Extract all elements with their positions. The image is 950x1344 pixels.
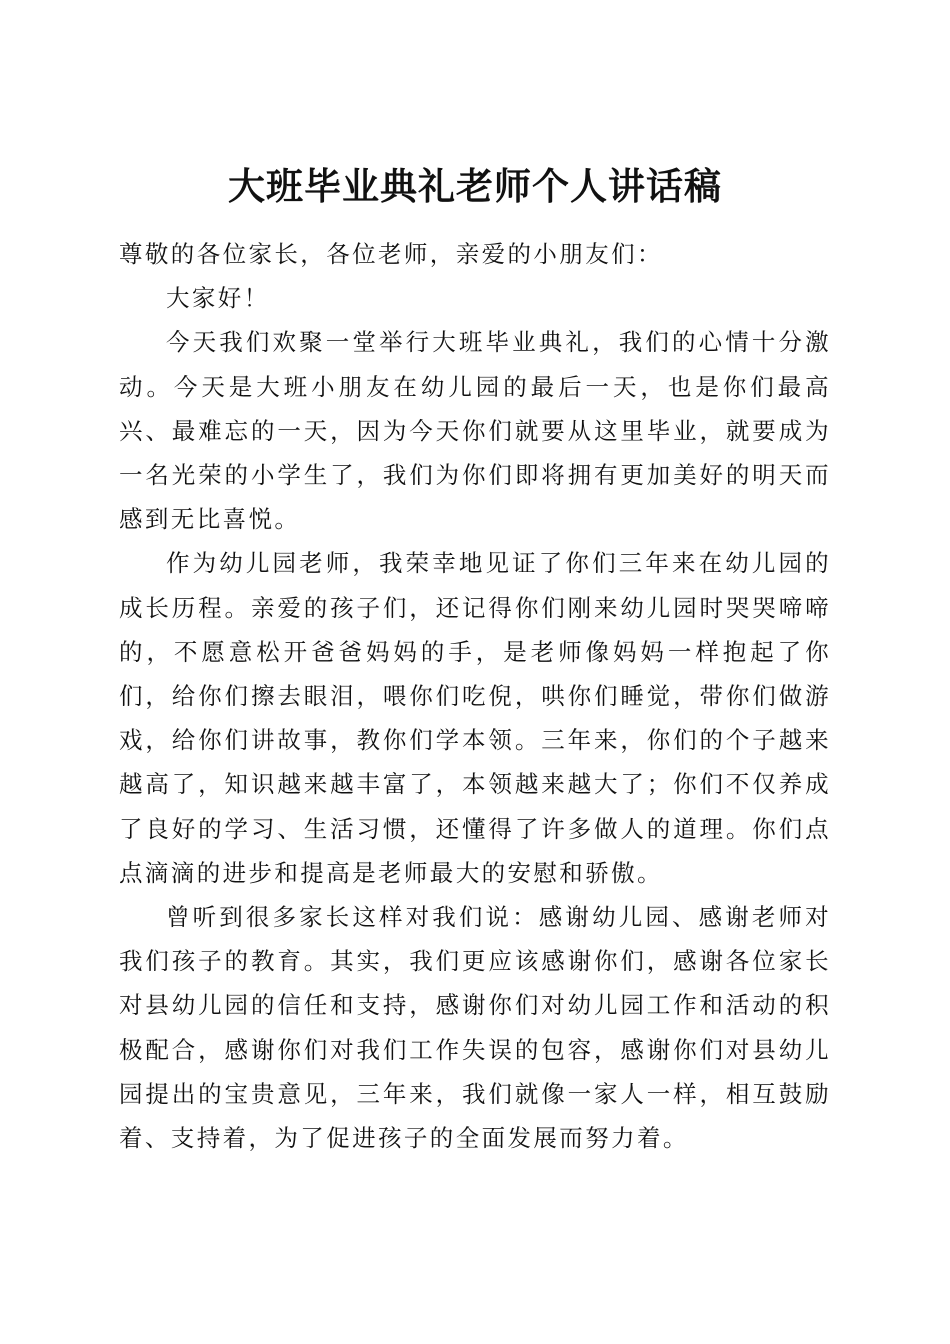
body-paragraph-3: 曾听到很多家长这样对我们说：感谢幼儿园、感谢老师对我们孩子的教育。其实，我们更应该感谢你们，感谢各位家长对县幼儿园的信任和支持，感谢你们对幼儿园工作和活动的积极配合，感谢你们对我们工作失误的包容，感谢你们对县幼儿园提出的宝贵意见，三年来，我们就像一家人一样，相互鼓励着、支持着，为了促进孩子的全面发展而努力着。 bbox=[119, 903, 831, 1153]
salutation: 尊敬的各位家长，各位老师，亲爱的小朋友们： bbox=[119, 240, 663, 268]
document-body bbox=[119, 232, 831, 1160]
greeting-paragraph: 大家好！ bbox=[166, 284, 270, 313]
document-title: 大班毕业典礼老师个人讲话稿 bbox=[228, 163, 722, 208]
body-paragraph-2: 作为幼儿园老师，我荣幸地见证了你们三年来在幼儿园的成长历程。亲爱的孩子们，还记得你们刚来幼儿园时哭哭啼啼的，不愿意松开爸爸妈妈的手，是老师像妈妈一样抱起了你们，给你们擦去眼泪，喂你们吃倪，哄你们睡觉，带你们做游戏，给你们讲故事，教你们学本领。三年来，你们的个子越来越高了，知识越来越丰富了，本领越来越大了；你们不仅养成了良好的学习、生活习惯，还懂得了许多做人的道理。你们点点滴滴的进步和提高是老师最大的安慰和骄傲。 bbox=[119, 549, 831, 887]
body-paragraph-1: 今天我们欢聚一堂举行大班毕业典礼，我们的心情十分激动。今天是大班小朋友在幼儿园的最后一天，也是你们最高兴、最难忘的一天，因为今天你们就要从这里毕业，就要成为一名光荣的小学生了，我们为你们即将拥有更加美好的明天而感到无比喜悦。 bbox=[119, 328, 831, 534]
